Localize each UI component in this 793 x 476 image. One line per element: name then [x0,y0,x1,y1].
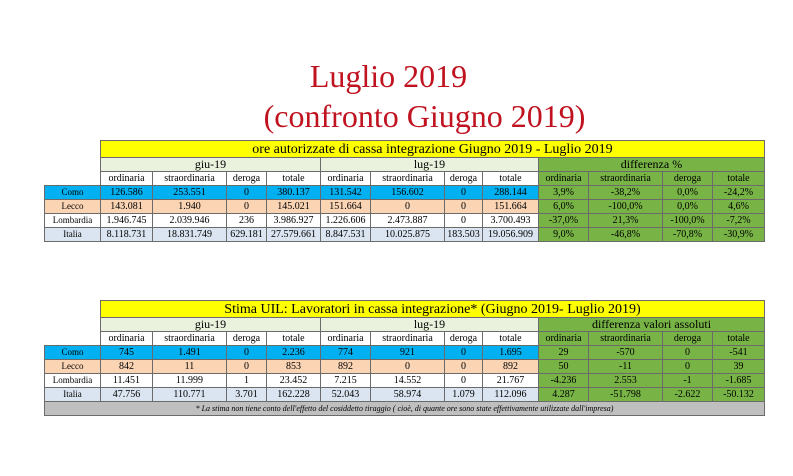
table1-period-2: lug-19 [321,158,539,172]
cell-p2: 1.226.606 [321,214,371,228]
cell-p1: 110.771 [153,388,227,402]
cell-p1: 2.039.946 [153,214,227,228]
cell-p1: 629.181 [227,228,267,242]
cell-d: 0,0% [663,200,713,214]
table2-column-headers [45,332,765,346]
cell-d: -100,0% [589,200,663,214]
cell-p1: 1.946.745 [101,214,153,228]
table1-col-header: totale [483,172,539,186]
cell-d: -37,0% [539,214,589,228]
cell-p1: 745 [101,346,153,360]
cell-p1: 3.986.927 [267,214,321,228]
cell-d: -11 [589,360,663,374]
cell-p2: 0 [445,214,483,228]
cell-p1: 380.137 [267,186,321,200]
footnote: * La stima non tiene conto dell'effetto del cosiddetto tiraggio ( cioè, di quante ore sono state effettivamente utilizzate dall'impresa) [45,402,765,416]
table2-banner: Stima UIL: Lavoratori in cassa integrazione* (Giugno 2019- Luglio 2019) [101,301,765,318]
table-row [45,388,765,402]
cell-d: 4,6% [713,200,765,214]
cell-d: 39 [713,360,765,374]
table2-col-header: straordinaria [589,332,663,346]
cell-p2: 2.473.887 [371,214,445,228]
cell-p1: 162.228 [267,388,321,402]
cell-p1: 0 [227,360,267,374]
table2-col-header: ordinaria [101,332,153,346]
cell-p2: 151.664 [321,200,371,214]
cell-p2: 3.700.493 [483,214,539,228]
cell-p2: 892 [321,360,371,374]
cell-p2: 14.552 [371,374,445,388]
cell-p2: 131.542 [321,186,371,200]
title-line-2: (confronto Giugno 2019) [263,98,586,134]
row-name: Italia [45,388,101,402]
cell-d: 6,0% [539,200,589,214]
cell-p1: 3.701 [227,388,267,402]
row-name: Italia [45,228,101,242]
cell-p2: 19.056.909 [483,228,539,242]
table2-diff-header: differenza valori assoluti [539,318,765,332]
table-row [45,360,765,374]
cell-d: 4.287 [539,388,589,402]
cell-p1: 27.579.661 [267,228,321,242]
table1-col-header: straordinaria [589,172,663,186]
table1-col-header: deroga [663,172,713,186]
cell-d: -46,8% [589,228,663,242]
cell-d: 0 [663,360,713,374]
cell-p1: 47.756 [101,388,153,402]
cell-p1: 1.491 [153,346,227,360]
lavoratori-cassa-integrazione-table [44,300,765,416]
cell-p2: 1.695 [483,346,539,360]
cell-d: -4.236 [539,374,589,388]
table2-period-1: giu-19 [101,318,321,332]
cell-p1: 1 [227,374,267,388]
cell-p1: 236 [227,214,267,228]
table-row [45,228,765,242]
table-row [45,200,765,214]
cell-p2: 0 [445,200,483,214]
table2-col-header: straordinaria [371,332,445,346]
table2-col-header: totale [267,332,321,346]
cell-d: -50.132 [713,388,765,402]
cell-d: -24,2% [713,186,765,200]
table1-col-header: totale [267,172,321,186]
table1-col-header: deroga [227,172,267,186]
row-name: Como [45,186,101,200]
cell-p2: 288.144 [483,186,539,200]
table2-col-header: ordinaria [321,332,371,346]
table1-col-header: straordinaria [153,172,227,186]
cell-p2: 0 [371,200,445,214]
cell-p1: 143.081 [101,200,153,214]
table2-col-header: deroga [663,332,713,346]
table2-col-header: deroga [445,332,483,346]
table1-period-1: giu-19 [101,158,321,172]
table1-col-header: ordinaria [321,172,371,186]
cell-d: -38,2% [589,186,663,200]
table2-body [45,301,765,416]
cell-d: 9,0% [539,228,589,242]
row-name: Lombardia [45,214,101,228]
table1-column-headers [45,172,765,186]
cell-p1: 0 [227,200,267,214]
table-row [45,214,765,228]
cell-d: 3,9% [539,186,589,200]
cell-p2: 774 [321,346,371,360]
table1-col-header: totale [713,172,765,186]
cell-p1: 145.021 [267,200,321,214]
cell-d: 50 [539,360,589,374]
row-name: Lecco [45,360,101,374]
table2-col-header: ordinaria [539,332,589,346]
cell-d: 2.553 [589,374,663,388]
table2-col-header: deroga [227,332,267,346]
row-name: Como [45,346,101,360]
cell-p2: 7.215 [321,374,371,388]
ore-cassa-integrazione-table [44,140,765,242]
cell-p2: 21.767 [483,374,539,388]
cell-p1: 842 [101,360,153,374]
cell-p1: 23.452 [267,374,321,388]
cell-p2: 0 [445,186,483,200]
cell-p1: 0 [227,346,267,360]
table1-diff-header: differenza % [539,158,765,172]
cell-p1: 2.236 [267,346,321,360]
cell-p2: 0 [445,374,483,388]
table-row [45,186,765,200]
cell-p1: 0 [227,186,267,200]
table-row [45,346,765,360]
cell-d: -51.798 [589,388,663,402]
cell-d: -1 [663,374,713,388]
cell-d: -100,0% [663,214,713,228]
cell-p1: 8.118.731 [101,228,153,242]
cell-p1: 853 [267,360,321,374]
cell-d: -30,9% [713,228,765,242]
cell-p2: 10.025.875 [371,228,445,242]
cell-p2: 151.664 [483,200,539,214]
cell-d: 0 [663,346,713,360]
cell-p2: 0 [371,360,445,374]
cell-d: 21,3% [589,214,663,228]
table2-col-header: straordinaria [153,332,227,346]
table1-body [45,141,765,242]
cell-p2: 58.974 [371,388,445,402]
cell-p1: 1.940 [153,200,227,214]
cell-d: -541 [713,346,765,360]
cell-p2: 183.503 [445,228,483,242]
cell-p2: 8.847.531 [321,228,371,242]
table2-col-header: totale [713,332,765,346]
cell-p2: 1.079 [445,388,483,402]
cell-p1: 11.999 [153,374,227,388]
cell-d: 0,0% [663,186,713,200]
table1-banner: ore autorizzate di cassa integrazione Giugno 2019 - Luglio 2019 [101,141,765,158]
cell-p2: 0 [445,360,483,374]
cell-p1: 18.831.749 [153,228,227,242]
cell-d: -2.622 [663,388,713,402]
table-row [45,374,765,388]
table1-col-header: ordinaria [101,172,153,186]
cell-p1: 11.451 [101,374,153,388]
cell-d: 29 [539,346,589,360]
cell-p2: 112.096 [483,388,539,402]
cell-d: -70,8% [663,228,713,242]
cell-p1: 126.586 [101,186,153,200]
row-name: Lombardia [45,374,101,388]
cell-p2: 156.602 [371,186,445,200]
table1-col-header: ordinaria [539,172,589,186]
cell-p1: 11 [153,360,227,374]
cell-d: -7,2% [713,214,765,228]
cell-p2: 0 [445,346,483,360]
table1-col-header: straordinaria [371,172,445,186]
title-line-1: Luglio 2019 [309,58,468,94]
cell-d: -1.685 [713,374,765,388]
table1-col-header: deroga [445,172,483,186]
table2-period-2: lug-19 [321,318,539,332]
cell-p2: 52.043 [321,388,371,402]
cell-p1: 253.551 [153,186,227,200]
row-name: Lecco [45,200,101,214]
cell-p2: 921 [371,346,445,360]
cell-d: -570 [589,346,663,360]
table2-col-header: totale [483,332,539,346]
cell-p2: 892 [483,360,539,374]
